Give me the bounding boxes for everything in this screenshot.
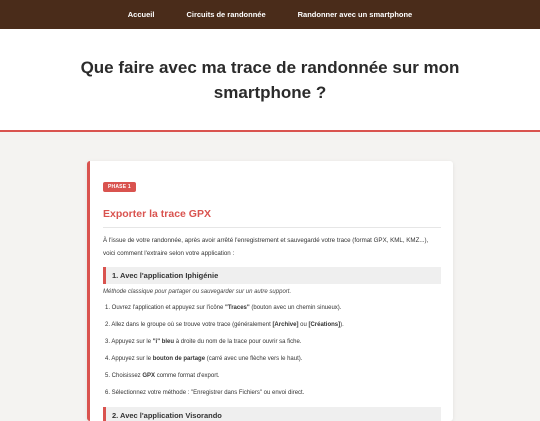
nav-link-circuits[interactable]: Circuits de randonnée	[186, 10, 266, 19]
section-note: Méthode classique pour partager ou sauvegarder sur un autre support.	[103, 289, 292, 295]
phase-badge: PHASE 1	[103, 182, 136, 192]
steps-list	[103, 303, 441, 405]
step-item: 6. Sélectionnez votre méthode : "Enregistrer dans Fichiers" ou envoi direct.	[105, 390, 305, 396]
step-item: 4. Appuyez sur le bouton de partage (carré avec une flèche vers le haut).	[105, 356, 303, 362]
step-item: 1. Ouvrez l'application et appuyez sur l'icône "Traces" (bouton avec un chemin sinueux).	[105, 305, 342, 311]
section-title-iphigenie: 1. Avec l'application Iphigénie	[103, 267, 441, 284]
top-navbar	[0, 0, 540, 29]
intro-paragraph: À l'issue de votre randonnée, après avoir arrêté l'enregistrement et sauvegardé votre trace (format GPX, KML, KMZ...), voici comment l'extraire selon votre application :	[103, 237, 429, 257]
step-item: 5. Choisissez GPX comme format d'export.	[105, 373, 220, 379]
nav-link-accueil[interactable]: Accueil	[127, 10, 155, 19]
phase-card	[87, 161, 453, 421]
hero-header	[0, 29, 540, 132]
nav-link-smartphone[interactable]: Randonner avec un smartphone	[297, 10, 413, 19]
page-title: Que faire avec ma trace de randonnée sur mon smartphone ?	[80, 57, 460, 102]
section-title-visorando: 2. Avec l'application Visorando	[103, 407, 441, 421]
step-item: 2. Allez dans le groupe où se trouve votre trace (généralement [Archive] ou [Créations]).	[105, 322, 344, 328]
card-title: Exporter la trace GPX	[103, 208, 441, 228]
step-item: 3. Appuyez sur le "i" bleu à droite du nom de la trace pour ouvrir sa fiche.	[105, 339, 302, 345]
